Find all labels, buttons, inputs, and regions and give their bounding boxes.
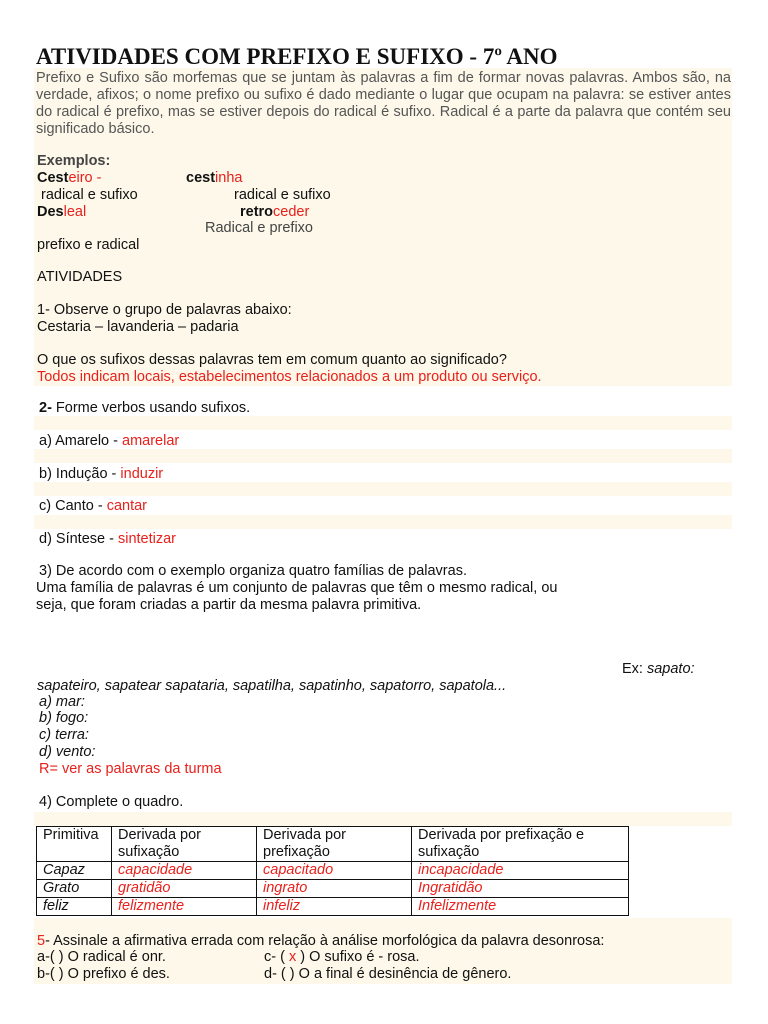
q2-number: 2- [39,400,52,416]
q1-words: Cestaria – lavanderia – padaria [37,319,239,335]
q2-item-answer: amarelar [122,433,180,449]
q5-option-c-mark: x [288,949,297,965]
example-suffix: inha [215,170,243,186]
q2-item-d [39,531,176,548]
q3-line-2: Uma família de palavras é um conjunto de palavras que têm o mesmo radical, ou [36,580,558,596]
table-header-row [37,827,629,862]
table-cell: capacidade [112,862,257,880]
table-header-cell: Derivada por prefixação e sufixação [412,827,629,862]
table-row [37,862,629,880]
table-row [37,880,629,898]
q3-item-d: d) vento: [39,744,96,760]
q3-answer: R= ver as palavras da turma [39,761,222,777]
q2-item-b [39,466,163,483]
q4-prompt: 4) Complete o quadro. [39,794,184,810]
q3-example-word: sapato: [646,661,695,677]
q3-line-3: seja, que foram criadas a partir da mesma palavra primitiva. [36,597,422,613]
q2-item-answer: sintetizar [117,531,177,547]
q1-answer: Todos indicam locais, estabelecimentos relacionados a um produto ou serviço. [37,369,542,385]
example-radical: Cest [37,170,69,186]
table-cell: feliz [37,898,112,916]
table-cell: Infelizmente [412,898,629,916]
table-row [37,898,629,916]
q2-item-label: a) Amarelo - [39,433,122,449]
q3-item-a: a) mar: [39,694,85,710]
examples-heading: Exemplos: [37,153,111,169]
q5-option-b: b-( ) O prefixo é des. [37,966,170,982]
q2-item-a [39,433,179,450]
table-cell: infeliz [257,898,412,916]
table-header-cell: Derivada por prefixação [257,827,412,862]
q2-prompt-text: Forme verbos usando sufixos. [51,400,251,416]
activities-heading: ATIVIDADES [37,269,123,285]
q3-item-c: c) terra: [39,727,89,743]
q3-example-label: Ex: [622,661,647,677]
shade-q2-a [34,449,732,463]
q3-prompt: 3) De acordo com o exemplo organiza quatro famílias de palavras. [39,563,467,579]
shade-q2-b [34,482,732,496]
table-cell: Grato [37,880,112,898]
q5-option-a: a-( ) O radical é onr. [37,949,166,965]
table-cell: Ingratidão [412,880,629,898]
table-cell: ingrato [257,880,412,898]
q3-item-b: b) fogo: [39,710,89,726]
q5-option-c [264,949,420,966]
q5-prompt-text: - Assinale a afirmativa errada com relação à análise morfológica da palavra desonrosa: [45,933,605,949]
q2-item-label: c) Canto - [39,498,107,514]
example-label-4: Radical e prefixo [205,220,313,236]
table-cell: felizmente [112,898,257,916]
table-cell: capacitado [257,862,412,880]
example-cesteiro [37,170,101,187]
table-cell: Capaz [37,862,112,880]
shade-q2-c [34,515,732,529]
q5-option-d: d- ( ) O a final é desinência de gênero. [264,966,512,982]
q3-family: sapateiro, sapatear sapataria, sapatilha, sapatinho, sapatorro, sapatola... [37,678,507,694]
example-radical: ceder [273,204,310,220]
example-radical: leal [63,204,87,220]
table-header-cell: Primitiva [37,827,112,862]
q1-prompt: 1- Observe o grupo de palavras abaixo: [37,302,292,318]
derivation-table [36,826,629,916]
q2-item-answer: cantar [106,498,147,514]
q2-item-label: d) Síntese - [39,531,118,547]
example-label-1: radical e sufixo [41,187,138,203]
example-label-3: prefixo e radical [37,237,140,253]
shade-q4 [34,812,732,826]
q2-item-c [39,498,147,515]
example-radical: cest [186,170,216,186]
q2-item-answer: induzir [120,466,164,482]
page-title: ATIVIDADES COM PREFIXO E SUFIXO - 7º ANO [36,44,558,69]
example-retroceder [240,204,309,221]
q1-question: O que os sufixos dessas palavras tem em comum quanto ao significado? [37,352,507,368]
shade-q2-header [34,416,732,430]
q5-number: 5 [37,933,46,949]
q5-prompt [37,933,604,950]
example-prefix: retro [240,204,274,220]
q2-item-label: b) Indução - [39,466,121,482]
table-header-cell: Derivada por sufixação [112,827,257,862]
example-cestinha [186,170,242,187]
q3-example [622,661,695,678]
table-cell: gratidão [112,880,257,898]
q5-option-c-text: ) O sufixo é - rosa. [296,949,420,965]
example-prefix: Des [37,204,64,220]
intro-paragraph: Prefixo e Sufixo são morfemas que se juntam às palavras a fim de formar novas palavras. Ambos são, na verdade, afixos; o nome prefixo ou sufixo é dado mediante o lugar que ocupam na palavra: se estiver antes do radical é prefixo, mas se estiver depois do radical é sufixo. Radical é a parte da palavra que contém seu significado básico. [36,70,731,137]
example-desleal [37,204,86,221]
example-label-2: radical e sufixo [234,187,331,203]
q2-prompt [39,400,250,417]
example-suffix: eiro - [68,170,102,186]
table-cell: incapacidade [412,862,629,880]
q5-option-c-pre: c- ( [264,949,289,965]
